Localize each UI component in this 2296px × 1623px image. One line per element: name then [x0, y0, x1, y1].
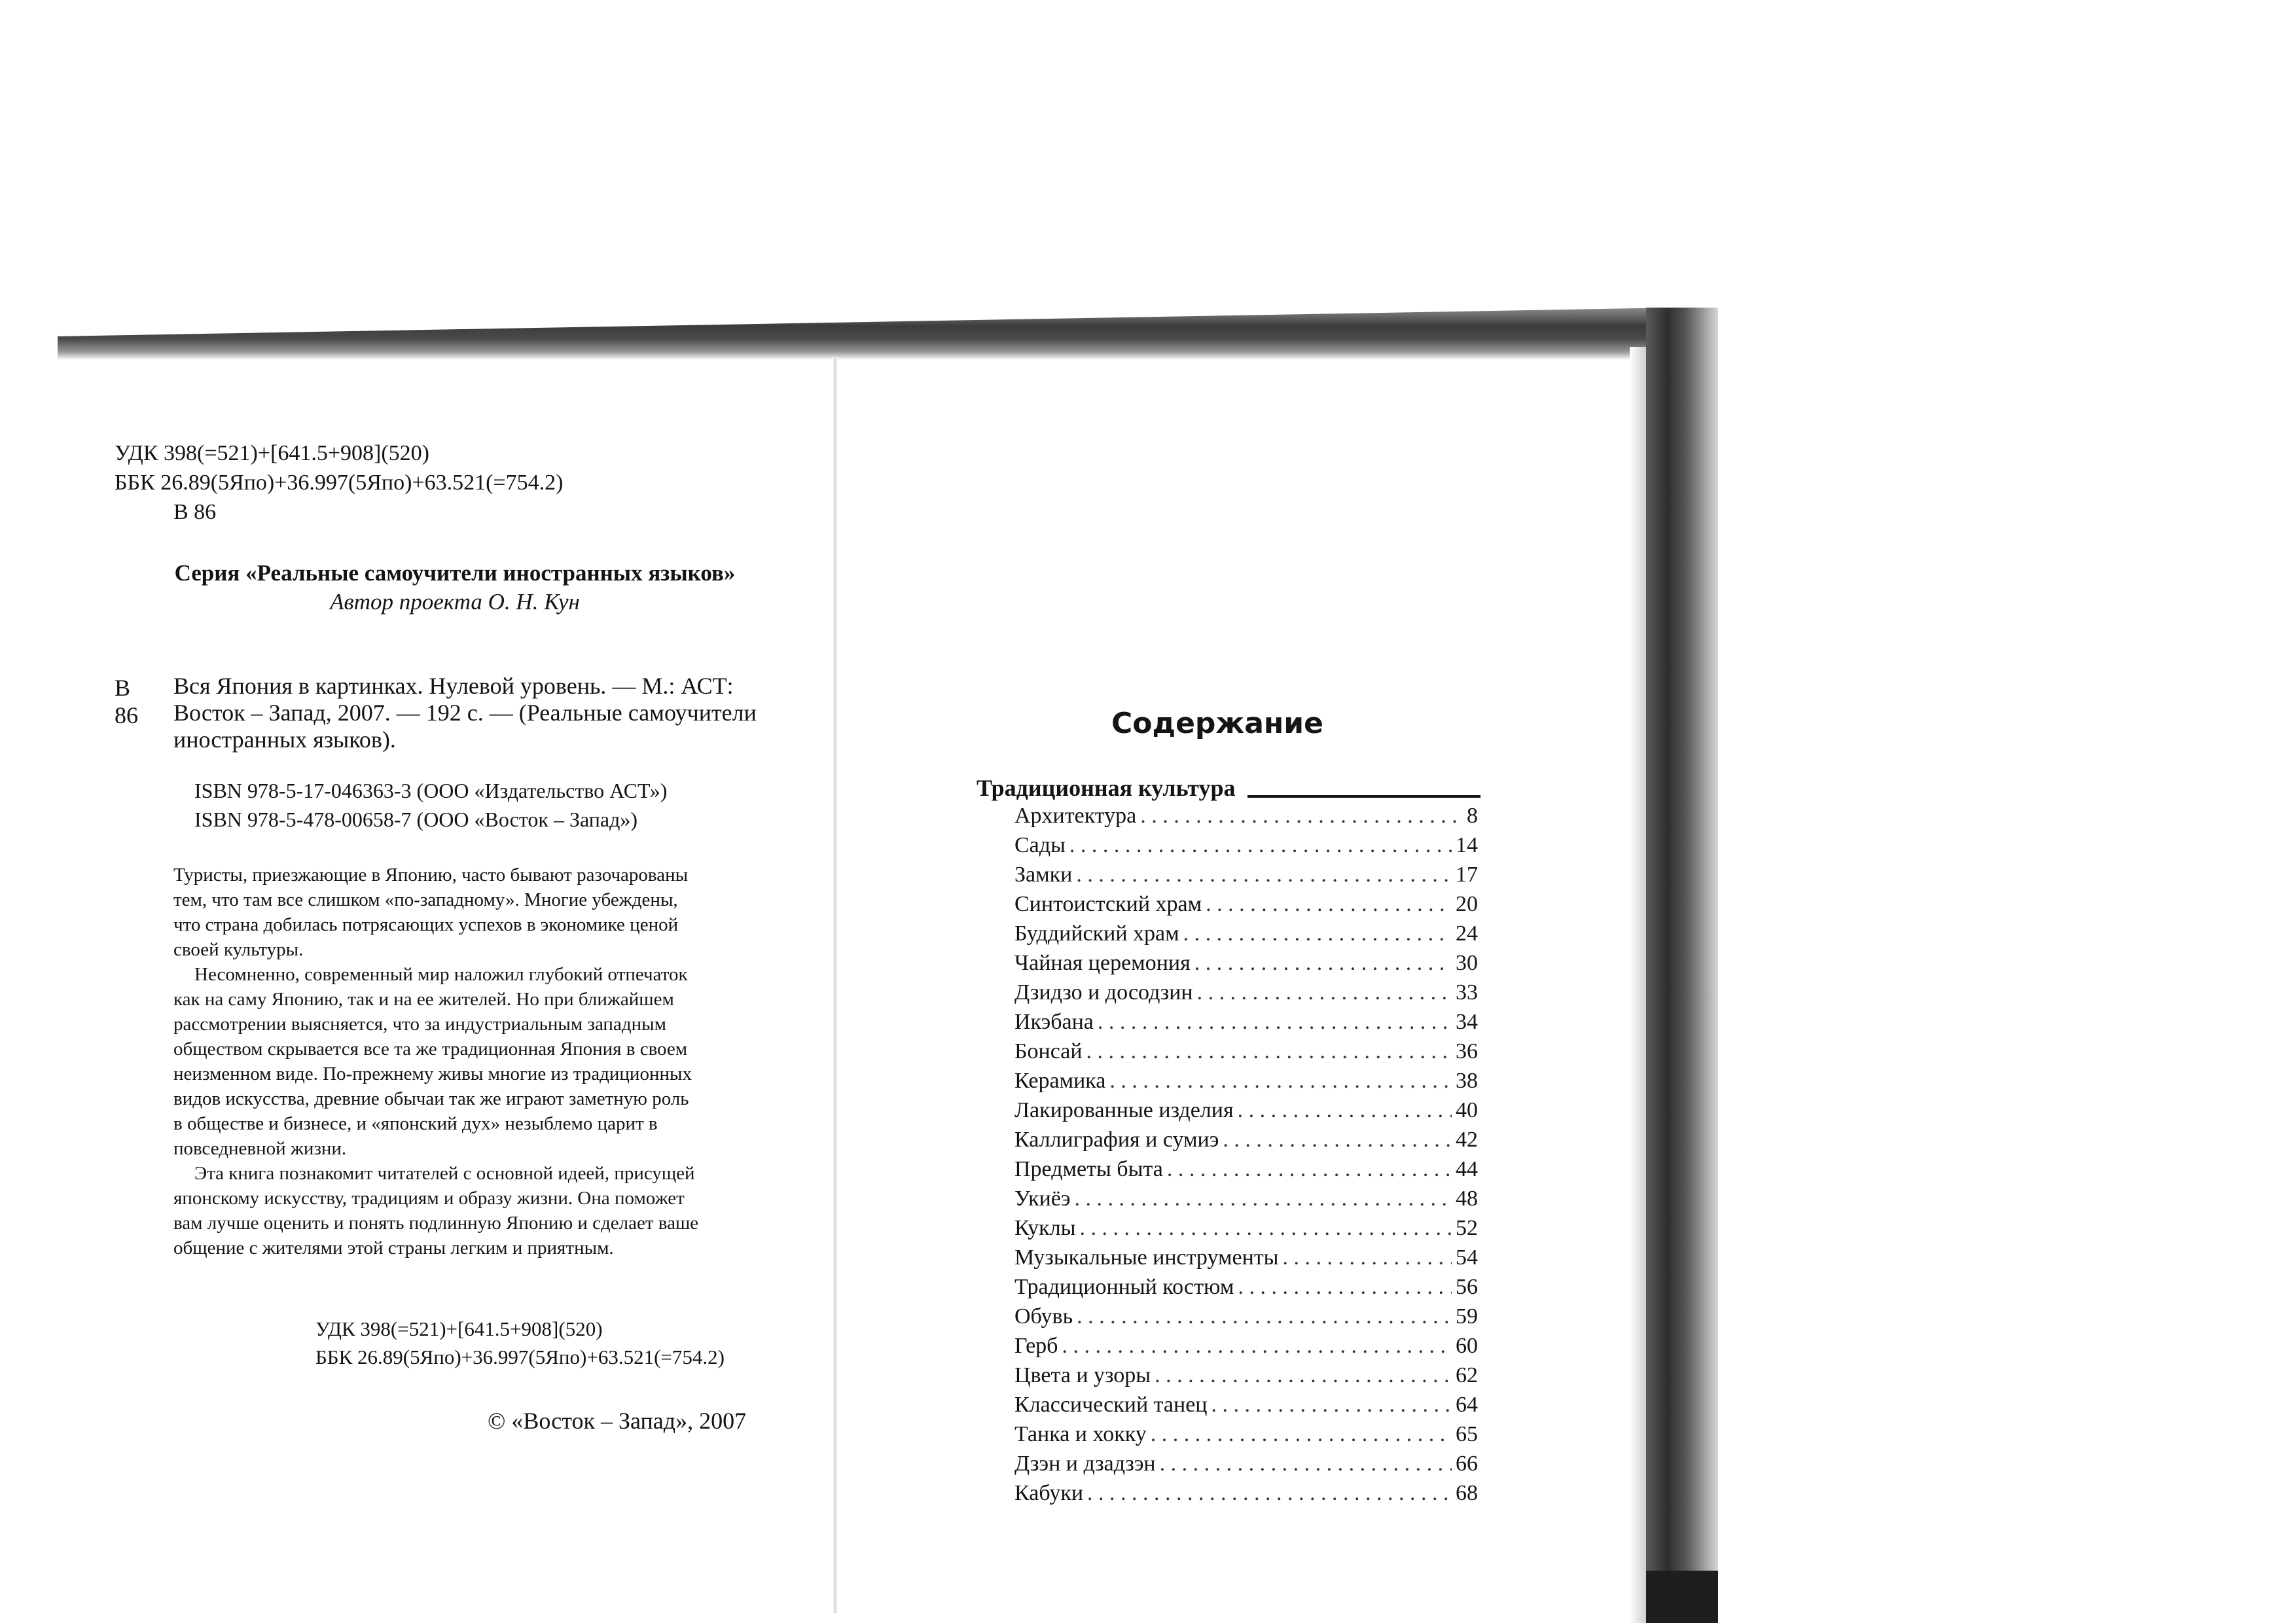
toc-dot-leader [1238, 1098, 1452, 1123]
book-gutter [833, 357, 838, 1613]
toc-entry-page: 8 [1467, 804, 1478, 828]
author-mark: В 86 [173, 500, 217, 524]
toc-entry[interactable] [1014, 1157, 1478, 1186]
toc-entry-title: Классический танец [1014, 1393, 1208, 1417]
udk-code: УДК 398(=521)+[641.5+908](520) [115, 441, 429, 465]
annotation-line: японскому искусству, традициям и образу жизни. Она поможет [173, 1188, 685, 1209]
toc-entry-page: 38 [1456, 1069, 1478, 1093]
toc-entry[interactable] [1014, 1069, 1478, 1098]
isbn-line: ISBN 978-5-17-046363-3 (ООО «Издательство АСТ») [194, 779, 668, 802]
bbk-code-bottom: ББК 26.89(5Япо)+36.997(5Япо)+63.521(=754.2) [315, 1346, 725, 1368]
toc-dot-leader [1183, 921, 1452, 946]
toc-dot-leader [1077, 1304, 1452, 1329]
toc-entry-page: 36 [1456, 1039, 1478, 1063]
toc-dot-leader [1211, 1393, 1452, 1418]
toc-entry[interactable] [1014, 804, 1478, 833]
toc-dot-leader [1086, 1039, 1452, 1064]
toc-entry-title: Музыкальные инструменты [1014, 1245, 1279, 1270]
toc-entry-page: 33 [1456, 980, 1478, 1005]
toc-entry-title: Архитектура [1014, 804, 1137, 828]
annotation-line: неизменном виде. По-прежнему живы многие из традиционных [173, 1063, 692, 1084]
toc-entry[interactable] [1014, 1010, 1478, 1039]
toc-entry-title: Предметы быта [1014, 1157, 1163, 1181]
toc-entry-page: 20 [1456, 892, 1478, 916]
toc-entry[interactable] [1014, 1334, 1478, 1363]
isbn-line: ISBN 978-5-478-00658-7 (ООО «Восток – Запад») [194, 808, 638, 831]
toc-entry-page: 52 [1456, 1216, 1478, 1240]
toc-dot-leader [1140, 804, 1463, 829]
toc-dot-leader [1283, 1245, 1452, 1270]
annotation-line: рассмотрении выясняется, что за индустриальным западным [173, 1014, 666, 1035]
toc-entry-title: Укиёэ [1014, 1186, 1071, 1211]
toc-entry-title: Керамика [1014, 1069, 1106, 1093]
toc-entry-page: 60 [1456, 1334, 1478, 1358]
toc-entry[interactable] [1014, 1186, 1478, 1216]
toc-entry-page: 56 [1456, 1275, 1478, 1299]
bbk-code: ББК 26.89(5Япо)+36.997(5Япо)+63.521(=754.2) [115, 471, 564, 495]
toc-dot-leader [1079, 1216, 1452, 1241]
toc-entry[interactable] [1014, 892, 1478, 921]
toc-entry-title: Каллиграфия и сумиэ [1014, 1128, 1219, 1152]
toc-entry[interactable] [1014, 980, 1478, 1010]
toc-entry[interactable] [1014, 1275, 1478, 1304]
annotation [173, 863, 785, 1260]
toc-entry-page: 42 [1456, 1128, 1478, 1152]
toc-entry-page: 65 [1456, 1422, 1478, 1446]
annotation-line: в обществе и бизнесе, и «японский дух» незыблемо царит в [173, 1113, 658, 1134]
toc-entry-title: Бонсай [1014, 1039, 1083, 1063]
toc-entry-page: 68 [1456, 1481, 1478, 1505]
series-title: Серия «Реальные самоучители иностранных языков» [174, 560, 736, 586]
toc-dot-leader [1197, 980, 1452, 1005]
toc-entry[interactable] [1014, 1216, 1478, 1245]
annotation-line: общение с жителями этой страны легким и приятным. [173, 1238, 614, 1258]
toc-entry-page: 62 [1456, 1363, 1478, 1387]
toc-entry-title: Дзидзо и досодзин [1014, 980, 1193, 1005]
toc-entry-page: 24 [1456, 921, 1478, 946]
scan-right-edge-shadow [1646, 308, 1718, 1623]
annotation-line: вам лучше оценить и понять подлинную Японию и сделает ваше [173, 1213, 699, 1234]
annotation-line: своей культуры. [173, 939, 304, 960]
toc-entry-page: 48 [1456, 1186, 1478, 1211]
biblio-line: Восток – Запад, 2007. — 192 с. — (Реальные самоучители [173, 700, 757, 726]
toc-entry[interactable] [1014, 1245, 1478, 1275]
toc-entry-title: Обувь [1014, 1304, 1073, 1329]
toc-entry-title: Лакированные изделия [1014, 1098, 1234, 1122]
biblio-author-mark: В 86 [115, 675, 138, 728]
toc-dot-leader [1206, 892, 1452, 917]
toc-dot-leader [1098, 1010, 1452, 1035]
annotation-line: повседневной жизни. [173, 1138, 347, 1159]
toc-entry-title: Чайная церемония [1014, 951, 1191, 975]
toc-dot-leader [1076, 863, 1452, 887]
toc-entry[interactable] [1014, 951, 1478, 980]
toc-entry-title: Традиционный костюм [1014, 1275, 1234, 1299]
toc-dot-leader [1155, 1363, 1452, 1388]
toc-entry-title: Замки [1014, 863, 1073, 887]
toc-dot-leader [1069, 833, 1452, 858]
project-author: Автор проекта О. Н. Кун [330, 589, 580, 615]
toc-entry-page: 59 [1456, 1304, 1478, 1329]
toc-dot-leader [1167, 1157, 1452, 1182]
annotation-line: что страна добилась потрясающих успехов в экономике ценой [173, 914, 679, 935]
toc-entry-page: 54 [1456, 1245, 1478, 1270]
toc-section-heading [977, 774, 1480, 802]
toc-entry-title: Куклы [1014, 1216, 1076, 1240]
toc-dot-leader [1160, 1452, 1452, 1476]
toc-entry[interactable] [1014, 1304, 1478, 1334]
toc-entry-page: 44 [1456, 1157, 1478, 1181]
section-title: Традиционная культура [977, 775, 1236, 801]
toc-dot-leader [1109, 1069, 1452, 1094]
biblio-line: иностранных языков). [173, 726, 396, 753]
toc-entry[interactable] [1014, 1422, 1478, 1452]
toc-dot-leader [1151, 1422, 1452, 1447]
toc-title: Содержание [1111, 707, 1323, 740]
toc-entry-title: Цвета и узоры [1014, 1363, 1151, 1387]
toc-entry[interactable] [1014, 1039, 1478, 1069]
toc-entry[interactable] [1014, 1481, 1478, 1510]
toc-entry-page: 34 [1456, 1010, 1478, 1034]
toc-entry-title: Сады [1014, 833, 1066, 857]
toc-entry[interactable] [1014, 833, 1478, 863]
toc-entry[interactable] [1014, 1128, 1478, 1157]
toc-entry-title: Герб [1014, 1334, 1058, 1358]
toc-entry-title: Икэбана [1014, 1010, 1094, 1034]
toc-entry[interactable] [1014, 921, 1478, 951]
toc-dot-leader [1238, 1275, 1452, 1300]
toc-entry-title: Синтоистский храм [1014, 892, 1202, 916]
annotation-line: Туристы, приезжающие в Японию, часто бывают разочарованы [173, 865, 689, 885]
toc-entry-title: Танка и хокку [1014, 1422, 1147, 1446]
annotation-line: тем, что там все слишком «по-западному». Многие убеждены, [173, 889, 678, 910]
toc-entry-title: Кабуки [1014, 1481, 1084, 1505]
toc-entry-page: 17 [1456, 863, 1478, 887]
copyright-notice: © «Восток – Запад», 2007 [488, 1408, 747, 1434]
annotation-line: как на саму Японию, так и на ее жителей. Но при ближайшем [173, 989, 674, 1010]
toc-entry-title: Буддийский храм [1014, 921, 1179, 946]
bibliographic-record [173, 673, 785, 753]
annotation-line: видов искусства, древние обычаи так же играют заметную роль [173, 1088, 689, 1109]
toc-entry[interactable] [1014, 1098, 1478, 1128]
toc-entry-page: 30 [1456, 951, 1478, 975]
toc-dot-leader [1223, 1128, 1452, 1152]
toc-entry[interactable] [1014, 863, 1478, 892]
toc-entry[interactable] [1014, 1452, 1478, 1481]
annotation-line: Несомненно, современный мир наложил глубокий отпечаток [194, 964, 688, 985]
toc-dot-leader [1062, 1334, 1452, 1359]
scan-corner-shadow [1646, 1571, 1718, 1623]
toc-entry-page: 66 [1456, 1452, 1478, 1476]
toc-dot-leader [1087, 1481, 1452, 1506]
section-rule [1247, 795, 1481, 798]
annotation-line: обществом скрывается все та же традиционная Япония в своем [173, 1039, 688, 1060]
toc-dot-leader [1194, 951, 1452, 976]
toc-dot-leader [1074, 1186, 1452, 1211]
scan-right-edge-highlight [1630, 347, 1648, 1623]
toc-entry[interactable] [1014, 1363, 1478, 1393]
toc-entry-page: 40 [1456, 1098, 1478, 1122]
biblio-line: Вся Япония в картинках. Нулевой уровень. — М.: АСТ: [173, 673, 734, 699]
udk-code-bottom: УДК 398(=521)+[641.5+908](520) [315, 1317, 603, 1340]
toc-entry-page: 14 [1456, 833, 1478, 857]
toc-entry[interactable] [1014, 1393, 1478, 1422]
scan-top-shadow [58, 308, 1674, 360]
toc-entry-title: Дзэн и дзадзэн [1014, 1452, 1156, 1476]
toc-entry-page: 64 [1456, 1393, 1478, 1417]
annotation-line: Эта книга познакомит читателей с основной идеей, присущей [194, 1163, 695, 1184]
table-of-contents [1014, 804, 1478, 1510]
